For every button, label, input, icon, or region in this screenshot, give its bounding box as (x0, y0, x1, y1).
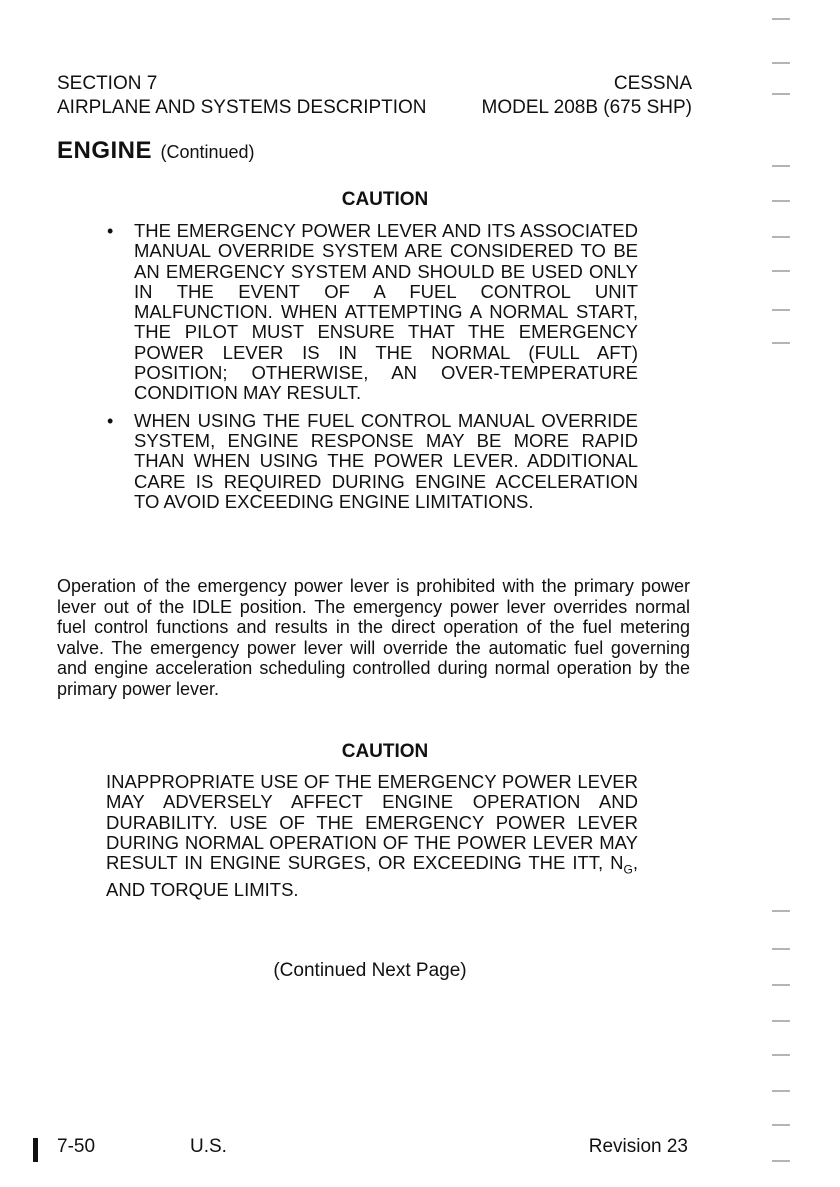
caution-bullet-item (105, 221, 638, 404)
caution-bullet-item (105, 411, 638, 512)
caution-text-before: INAPPROPRIATE USE OF THE EMERGENCY POWER LEVER MAY ADVERSELY AFFECT ENGINE OPERATION AND DURABILITY. USE OF THE EMERGENCY POWER LEVER DURING NORMAL OPERATION OF THE POWER LEVER MAY RESULT IN ENGINE SURGES, OR EXCEEDING THE ITT, N (106, 771, 638, 874)
title-continued: (Continued) (160, 142, 255, 162)
revision-label: Revision 23 (588, 1136, 688, 1157)
page-number: 7-50 (57, 1136, 96, 1157)
bullet-dot-icon: • (107, 221, 114, 241)
caution-heading-2: CAUTION (341, 741, 429, 762)
margin-mark (772, 984, 790, 986)
revision-bar (33, 1138, 38, 1162)
continued-next-page: (Continued Next Page) (273, 960, 467, 981)
margin-mark (772, 62, 790, 64)
title-main: ENGINE (57, 137, 153, 164)
margin-mark (772, 18, 790, 20)
margin-mark (772, 165, 790, 167)
margin-mark (772, 948, 790, 950)
section-label: SECTION 7 (57, 73, 158, 94)
margin-mark (772, 342, 790, 344)
margin-mark (772, 1160, 790, 1162)
section-subtitle: AIRPLANE AND SYSTEMS DESCRIPTION (57, 97, 427, 118)
brand-label: CESSNA (613, 73, 692, 94)
margin-mark (772, 1090, 790, 1092)
caution-text-2 (106, 772, 638, 900)
caution-bullet-text: WHEN USING THE FUEL CONTROL MANUAL OVERRIDE SYSTEM, ENGINE RESPONSE MAY BE MORE RAPID THAN WHEN USING THE POWER LEVER. ADDITIONAL CARE IS REQUIRED DURING ENGINE ACCELERATION TO AVOID EXCEEDING ENGINE LIMITATIONS. (134, 409, 638, 512)
body-paragraph: Operation of the emergency power lever is prohibited with the primary power lever out of the IDLE position. The emergency power lever overrides normal fuel control functions and results in the direct operation of the fuel metering valve. The emergency power lever will override the automatic fuel governing and engine acceleration scheduling controlled during normal operation by the primary power lever. (57, 576, 690, 699)
margin-mark (772, 1124, 790, 1126)
margin-mark (772, 236, 790, 238)
edition-label: U.S. (190, 1136, 227, 1157)
margin-mark (772, 1020, 790, 1022)
margin-mark (772, 910, 790, 912)
margin-mark (772, 93, 790, 95)
caution-text-after: , AND TORQUE LIMITS. (106, 852, 638, 901)
margin-mark (772, 1054, 790, 1056)
model-label: MODEL 208B (675 SHP) (481, 97, 692, 118)
margin-mark (772, 270, 790, 272)
margin-mark (772, 200, 790, 202)
caution-subscript: G (623, 862, 633, 877)
margin-mark (772, 309, 790, 311)
page-title (57, 137, 255, 165)
bullet-dot-icon: • (107, 410, 114, 431)
caution-bullet-text: THE EMERGENCY POWER LEVER AND ITS ASSOCIATED MANUAL OVERRIDE SYSTEM ARE CONSIDERED TO BE AN EMERGENCY SYSTEM AND SHOULD BE USED ONLY IN THE EVENT OF A FUEL CONTROL UNIT MALFUNCTION. WHEN ATTEMPTING A NORMAL START, THE PILOT MUST ENSURE THAT THE EMERGENCY POWER LEVER IS IN THE NORMAL (FULL AFT) POSITION; OTHERWISE, AN OVER-TEMPERATURE CONDITION MAY RESULT. (134, 220, 638, 404)
caution-bullet-list (105, 221, 638, 519)
caution-heading-1: CAUTION (341, 189, 429, 210)
